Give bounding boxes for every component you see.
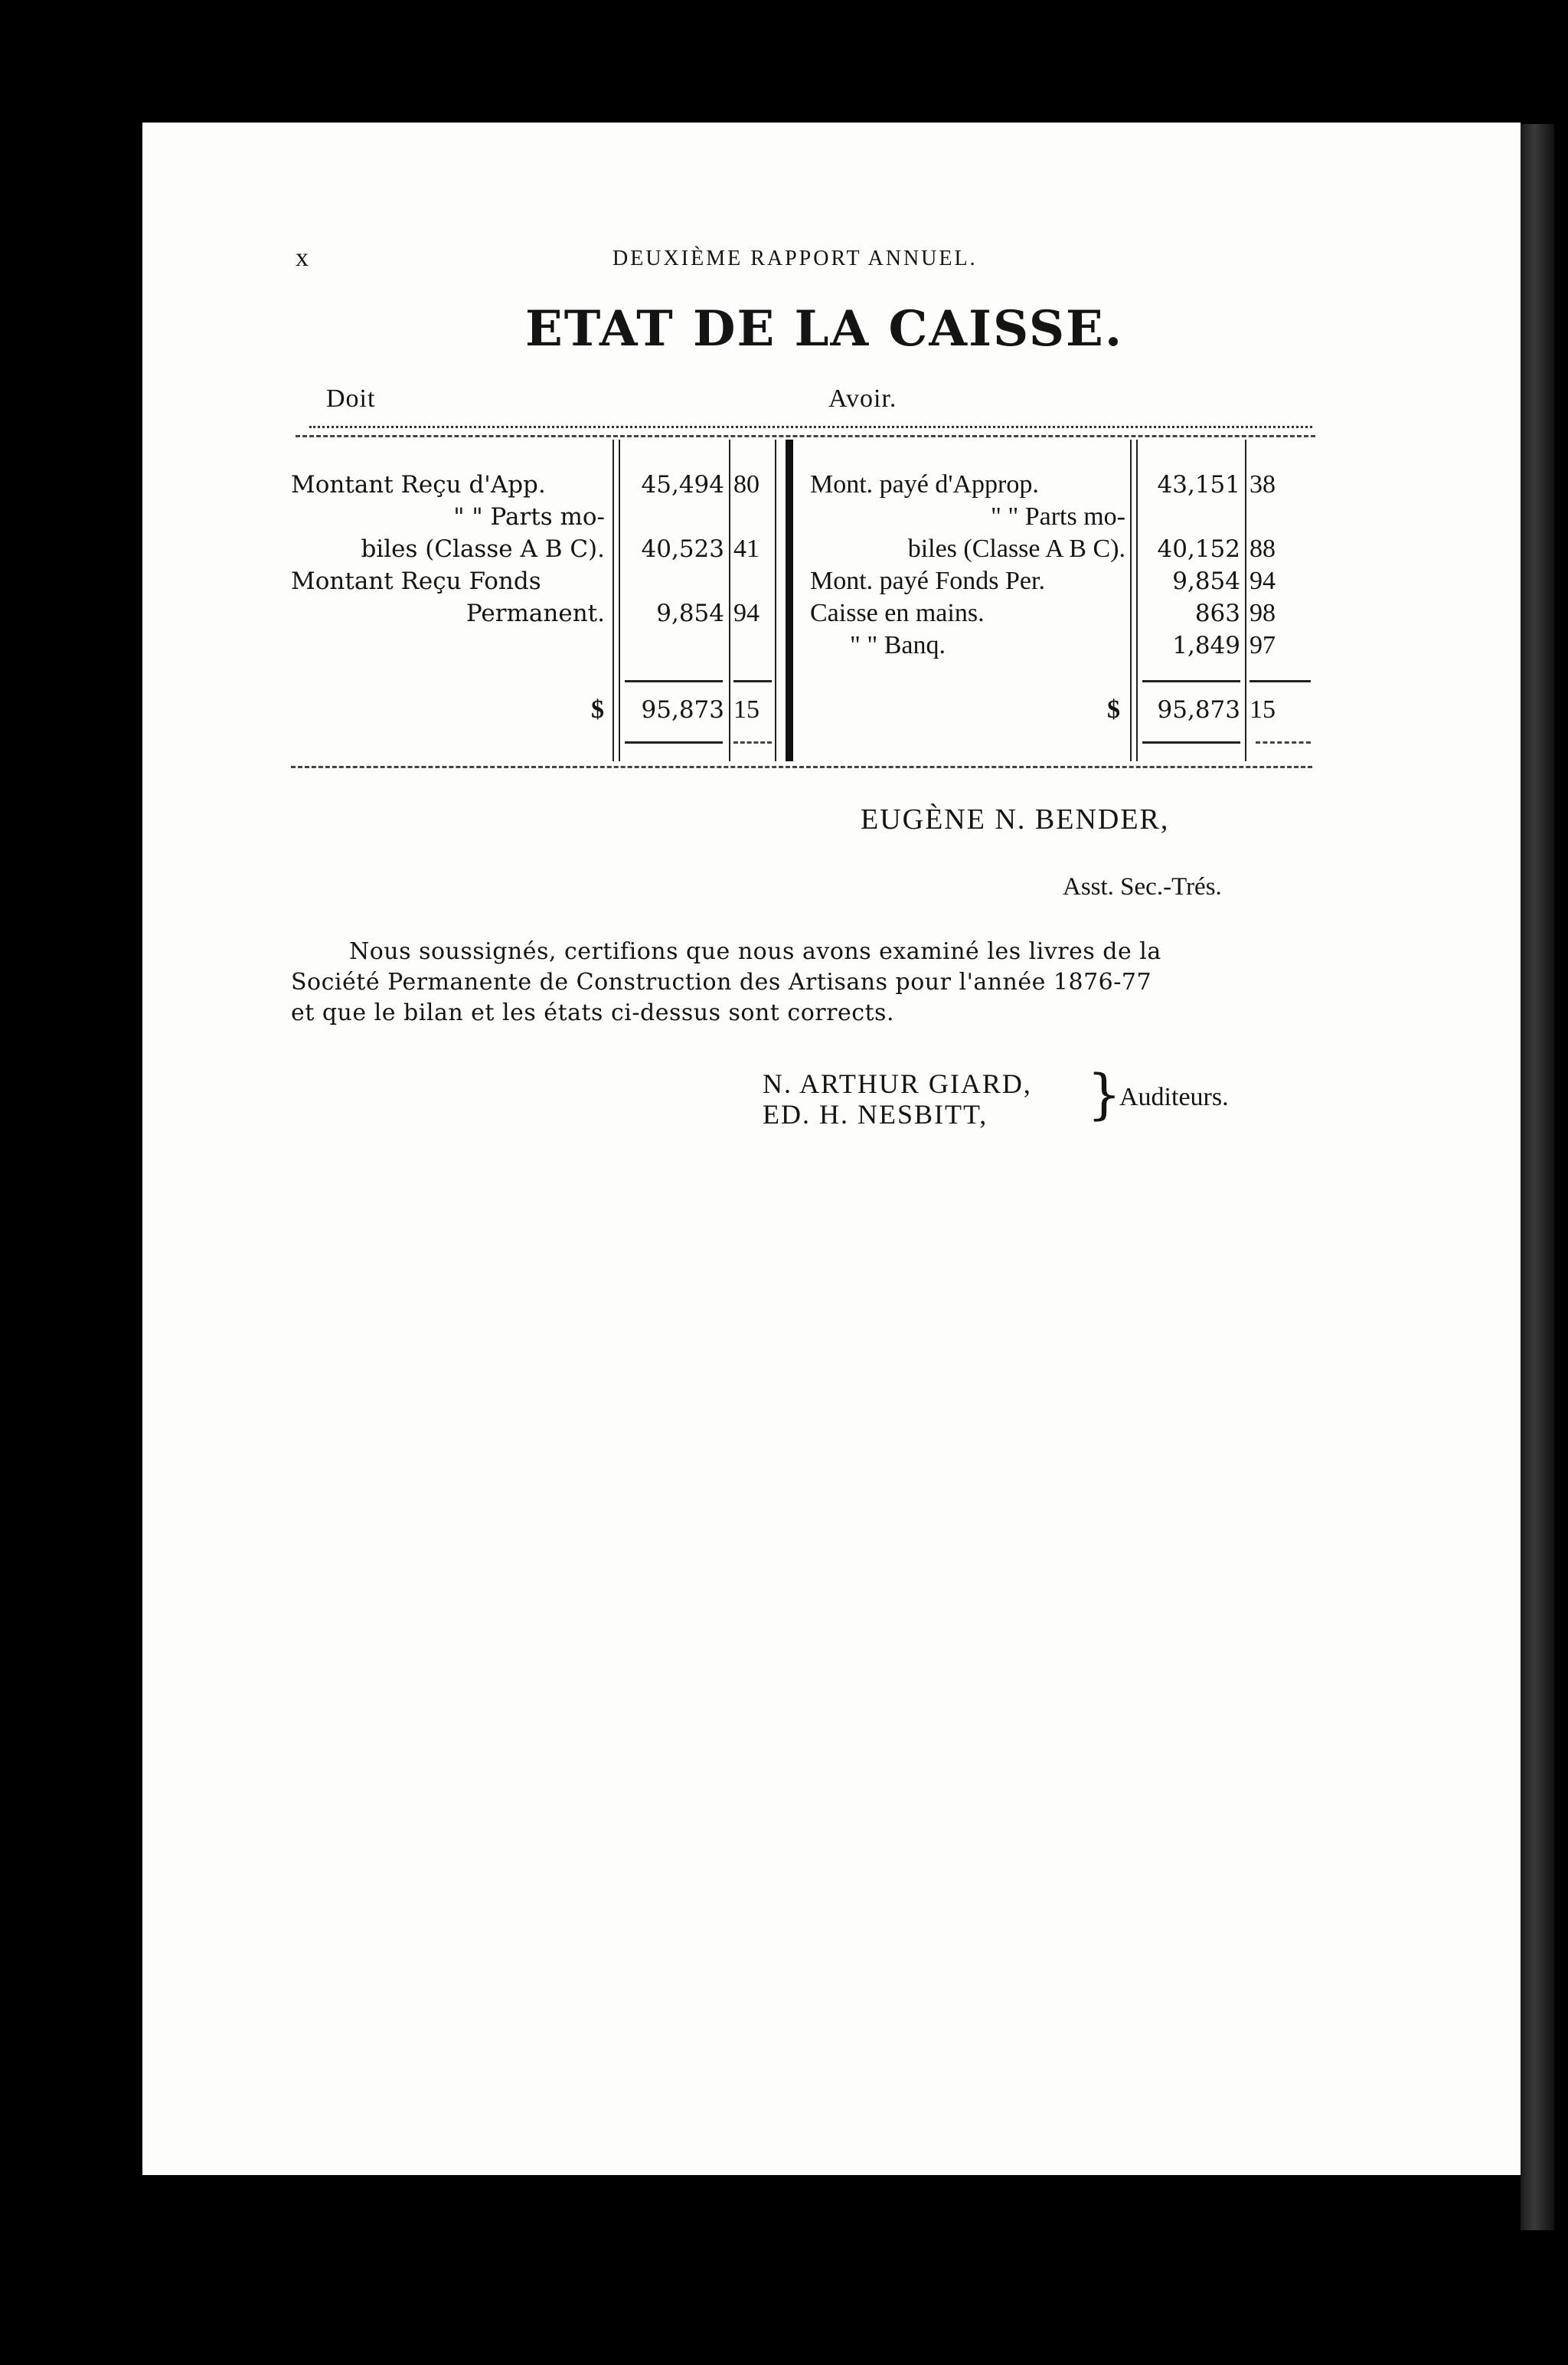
credit-total-rule-bottom <box>1142 741 1240 744</box>
credit-total-cents: 15 <box>1250 695 1276 724</box>
debit-row-label: Montant Reçu d'App. <box>291 471 546 499</box>
credit-row-label: " " Parts mo- <box>990 502 1125 531</box>
treasurer-name: EUGÈNE N. BENDER, <box>861 803 1170 836</box>
credit-row-amount: 9,854 <box>1172 568 1240 595</box>
debit-amount-rule-left-b <box>619 440 620 761</box>
credit-row-label: Mont. payé d'Approp. <box>810 470 1039 499</box>
auditors-brace: } <box>1087 1063 1122 1126</box>
credit-row-cents: 94 <box>1250 567 1276 595</box>
center-divider <box>786 440 793 761</box>
page-title: ETAT DE LA CAISSE. <box>525 300 1124 358</box>
credit-cents-rule <box>1245 440 1246 761</box>
page-folio: x <box>296 244 309 272</box>
debit-row-cents: 94 <box>733 599 760 627</box>
debit-row-cents: 41 <box>733 535 760 563</box>
credit-amount-rule-left-a <box>1130 440 1132 761</box>
running-head: DEUXIÈME RAPPORT ANNUEL. <box>612 247 978 270</box>
credit-row-cents: 88 <box>1250 535 1276 563</box>
debit-total-rule-bottom <box>625 741 723 744</box>
top-dashed-rule <box>296 435 1315 437</box>
debit-row-label: Permanent. <box>466 600 605 627</box>
credit-row-amount: 43,151 <box>1157 471 1240 499</box>
credit-row-label: biles (Classe A B C). <box>907 535 1125 563</box>
debit-row-amount: 40,523 <box>641 535 724 563</box>
credit-total-rule-top <box>1142 680 1240 682</box>
credit-total-symbol: $ <box>1107 695 1120 724</box>
credit-row-label: Caisse en mains. <box>810 599 985 627</box>
certification-line: Société Permanente de Construction des Artisans pour l'année 1876-77 <box>291 969 1152 996</box>
credit-heading: Avoir. <box>828 384 897 413</box>
debit-total-symbol: $ <box>591 695 604 724</box>
top-dotted-rule <box>309 426 1312 428</box>
debit-amount-rule-left-a <box>612 440 614 761</box>
certification-line: et que le bilan et les états ci-dessus sont corrects. <box>291 999 894 1026</box>
credit-cents-total-rule-top <box>1250 680 1311 682</box>
auditor-name: N. ARTHUR GIARD, <box>763 1068 1032 1099</box>
treasurer-title: Asst. Sec.-Trés. <box>1063 873 1222 901</box>
auditor-name: ED. H. NESBITT, <box>763 1099 988 1130</box>
credit-row-cents: 98 <box>1250 599 1276 627</box>
debit-row-label: " " Parts mo- <box>453 503 605 531</box>
credit-row-label: Mont. payé Fonds Per. <box>810 567 1045 595</box>
debit-row-cents: 80 <box>733 470 760 499</box>
credit-amount-rule-left-b <box>1136 440 1138 761</box>
credit-row-amount: 863 <box>1194 600 1240 627</box>
debit-cents-rule <box>729 440 730 761</box>
table-bottom-rule <box>291 766 1312 768</box>
debit-cents-total-rule-top <box>733 680 772 682</box>
debit-row-amount: 9,854 <box>656 600 724 627</box>
debit-heading: Doit <box>326 384 376 413</box>
auditors-label: Auditeurs. <box>1119 1083 1229 1111</box>
credit-row-amount: 1,849 <box>1172 632 1240 659</box>
debit-right-rule <box>775 440 776 761</box>
credit-cents-total-rule-bottom <box>1256 741 1311 744</box>
credit-row-cents: 38 <box>1250 470 1276 499</box>
debit-row-amount: 45,494 <box>641 471 724 499</box>
debit-total-cents: 15 <box>733 695 760 724</box>
certification-line: Nous soussignés, certifions que nous avons examiné les livres de la <box>349 938 1161 965</box>
debit-total-amount: 95,873 <box>641 696 724 724</box>
credit-row-label: " " Banq. <box>850 631 946 659</box>
debit-row-label: biles (Classe A B C). <box>361 535 605 563</box>
debit-total-rule-top <box>625 680 723 682</box>
credit-row-cents: 97 <box>1250 631 1276 659</box>
credit-row-amount: 40,152 <box>1157 535 1240 563</box>
debit-cents-total-rule-bottom <box>733 741 772 744</box>
credit-total-amount: 95,873 <box>1157 696 1240 724</box>
debit-row-label: Montant Reçu Fonds <box>291 568 541 595</box>
